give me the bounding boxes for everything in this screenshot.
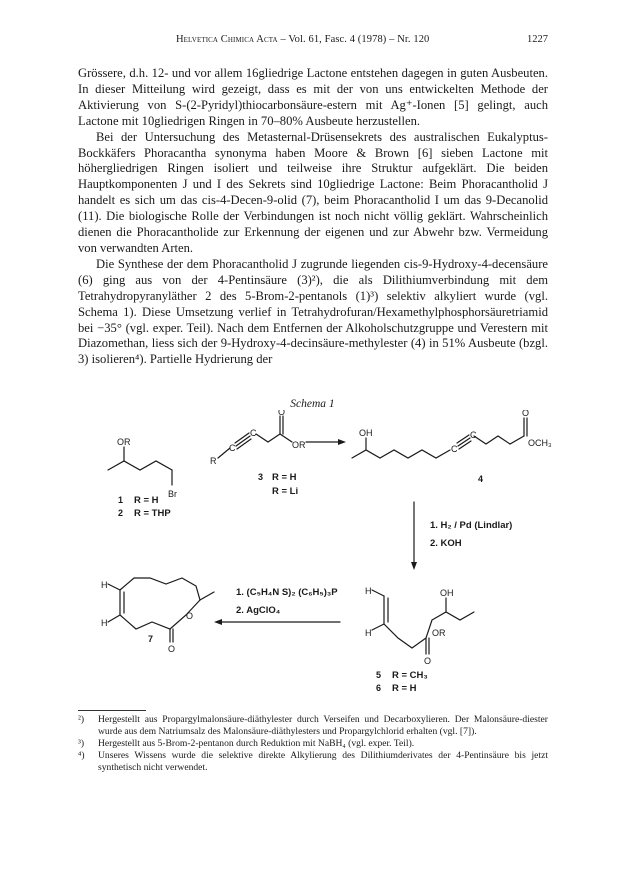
atom-label: H — [365, 586, 372, 596]
atom-label: O — [424, 656, 432, 666]
compound-2-substituent: R = THP — [134, 508, 171, 519]
atom-label: C — [470, 430, 477, 440]
atom-label: O — [186, 611, 194, 621]
compound-3-chain — [256, 434, 292, 442]
reagent-step: 1. H₂ / Pd (Lindlar) — [430, 520, 513, 531]
footnote-mark: ³) — [78, 738, 85, 749]
atom-label: O — [522, 410, 530, 418]
footnote-text: Hergestellt aus 5-Brom-2-pentanon durch Reduktion mit NaBH₄ (vgl. exper. Teil). — [98, 738, 415, 749]
atom-label: O — [278, 410, 286, 417]
footnote — [78, 738, 548, 750]
footnote-text: Hergestellt aus Propargylmalonsäure-diäthylester durch Verseifen und Decarboxylieren. Der Malonsäure-diester wurde aus dem Natriumsalz des Malonsäure-diäthylesters und Propargylchlorid erhalten (vgl. [7]). — [98, 714, 548, 737]
compound-5-substituent: R = CH₃ — [392, 670, 428, 681]
atom-label: Br — [168, 489, 177, 499]
atom-label: H — [101, 580, 108, 590]
compound-2-label: 2 — [118, 508, 124, 518]
footnotes — [78, 714, 548, 774]
reagent-step: 1. (C₅H₄N S)₂ (C₆H₅)₃P — [236, 587, 338, 598]
journal-details: – Vol. 61, Fasc. 4 (1978) – Nr. 120 — [277, 34, 430, 45]
footnote-divider — [78, 710, 146, 711]
atom-label: C — [451, 444, 458, 454]
footnote-mark: ⁴) — [78, 750, 85, 761]
body-text — [78, 66, 548, 368]
atom-label: OR — [432, 628, 446, 638]
compound-3-substituent: R = H — [272, 472, 297, 483]
compound-1-skeleton — [108, 461, 172, 485]
atom-label: R — [210, 456, 217, 466]
atom-label: H — [101, 618, 108, 628]
compound-6-substituent: R = H — [392, 683, 417, 694]
compound-1-label: 1 — [118, 495, 124, 505]
footnote — [78, 750, 548, 774]
atom-label: C — [250, 428, 257, 438]
reagent-step: 2. AgClO₄ — [236, 605, 281, 616]
footnote-text: Unseres Wissens wurde die selektive direkte Alkylierung des Dilithiumderivates der 4-Pentinsäure bis jetzt synthetisch nicht verwendet. — [98, 750, 548, 773]
journal-citation — [176, 34, 429, 45]
compound-3-label: 3 — [258, 472, 264, 482]
reagent-step: 2. KOH — [430, 538, 462, 549]
paragraph: Bei der Untersuchung des Metasternal-Drüsensekrets des australischen Eukalyptus-Bockkäfers Phoracantha synonyma haben Moore & Brown [6] sieben Lactone mit höhergliedrigen Ringen isoliert und teilweise ihre Struktur aufgeklärt. Die beiden Hauptkomponenten J und I des Sekrets sind 10gliedrige Lactone: Beim Phoracantholid J handelt es sich um das cis-4-Decen-9-olid (7), beim Phoracantholid I um das 9-Decanolid (11). Die biologische Rolle der Verbindungen ist noch nicht völlig geklärt. Wahrscheinlich dienen die Phoracantholide zur Erkennung der eigenen und zur Abwehr bzw. Vermeidung von verwandten Arten. — [78, 129, 548, 255]
paragraph: Grössere, d.h. 12- und vor allem 16gliedrige Lactone entstehen dagegen in guten Ausbeuten. In dieser Mitteilung wird gezeigt, dass es mit der von uns entwickelten Methode der Aktivierung von S-(2-Pyridyl)thiocarbonsäure-estern mit Ag⁺-Ionen [5] gelingt, auch Lactone mit 10gliedrigen Ringen in 70–80% Ausbeute herzustellen. — [78, 66, 548, 128]
footnote-mark: ²) — [78, 714, 85, 725]
schema-title: Schema 1 — [290, 398, 335, 410]
atom-label: OR — [117, 437, 131, 447]
compound-4-ester-chain — [474, 436, 524, 444]
atom-label: C — [229, 443, 236, 453]
page-number: 1227 — [527, 34, 548, 45]
atom-label: OCH₃ — [528, 438, 552, 448]
atom-label: OR — [292, 440, 306, 450]
compound-4-chain — [352, 450, 450, 458]
atom-label: OH — [359, 428, 373, 438]
compound-4-label: 4 — [478, 474, 484, 484]
compound-5-label: 5 — [376, 670, 382, 680]
atom-label: H — [365, 628, 372, 638]
journal-name: Helvetica Chimica Acta — [176, 34, 278, 45]
footnote — [78, 714, 548, 738]
atom-label: OH — [440, 588, 454, 598]
compound-7-ring — [120, 578, 200, 629]
compound-1-substituent: R = H — [134, 495, 159, 506]
compound-7-label: 7 — [148, 634, 154, 644]
compound-3-substituent: R = Li — [272, 486, 299, 497]
atom-label: O — [168, 644, 176, 654]
compound-4-triple-bond — [458, 438, 470, 446]
running-header — [78, 34, 548, 48]
compound-6-label: 6 — [376, 683, 382, 693]
reaction-scheme — [0, 410, 625, 700]
paragraph: Die Synthese der dem Phoracantholid J zugrunde liegenden cis-9-Hydroxy-4-decensäure (6) ging aus von der 4-Pentinsäure (3)²), die als Dilithiumverbindung mit dem Tetrahydropyranyläther 2 des 5-Brom-2-pentanols (1)³) selektiv alkyliert wurde (vgl. Schema 1). Diese Umsetzung verlief in Tetrahydrofuran/Hexamethylphosphorsäuretriamid bei −35° (vgl. exper. Teil). Nach dem Entfernen der Alkoholschutzgruppe und Verestern mit Diazomethan, liess sich der 9-Hydroxy-4-decinsäure-methylester (4) in 51% Ausbeute (bzgl. 3) isolieren⁴). Partielle Hydrierung der — [78, 256, 548, 367]
